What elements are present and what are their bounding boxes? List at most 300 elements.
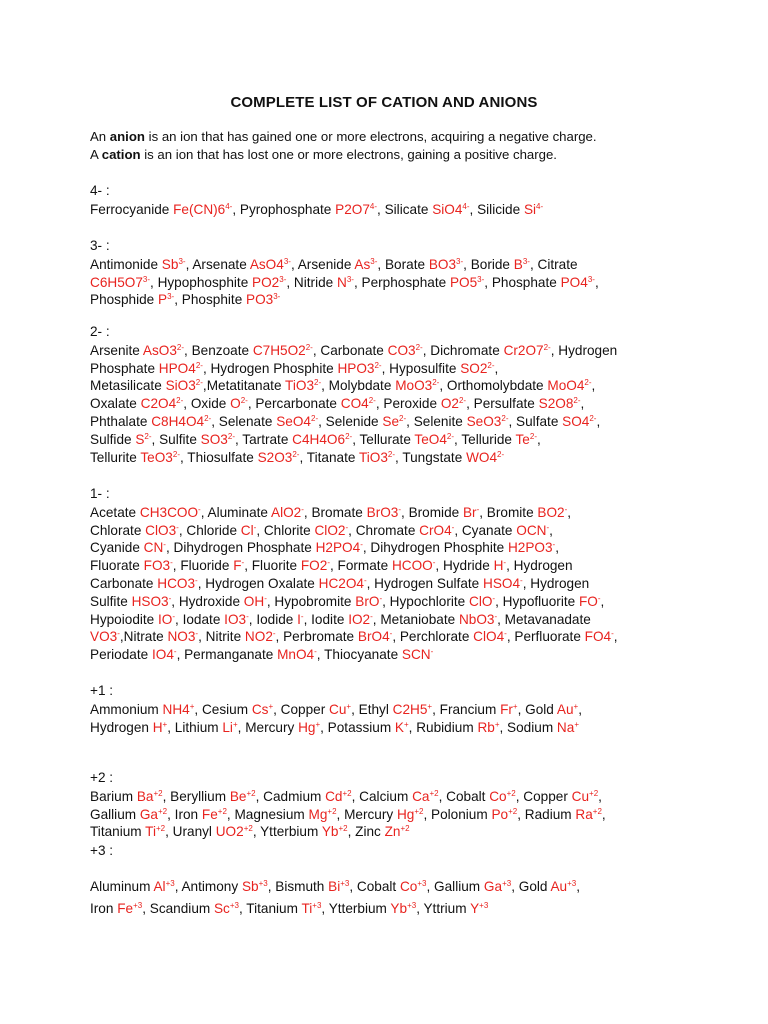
ion-name-text: ,	[596, 413, 601, 429]
charge-superscript: +2	[429, 788, 439, 798]
charge-superscript: +3	[407, 900, 417, 910]
ion-name-text: ,	[578, 701, 582, 717]
ion-formula	[292, 432, 352, 447]
formula-text: S2O8	[538, 396, 574, 412]
charge-superscript: +2	[158, 806, 168, 816]
ion-formula	[224, 612, 249, 627]
charge-superscript: 3-	[587, 274, 595, 284]
ion-name-text: , Mercury	[336, 806, 397, 822]
charge-superscript: +	[512, 701, 518, 711]
ion-name-text: , Persulfate	[466, 396, 539, 412]
ion-formula	[140, 807, 167, 822]
ion-name-text: , Tartrate	[235, 431, 293, 447]
ion-name-text: , Hyposulfite	[381, 360, 461, 376]
formula-text: FO3	[143, 558, 171, 574]
ion-name-text: Fluorate	[90, 558, 144, 574]
formula-text: HPO3	[337, 360, 375, 376]
charge-superscript: -	[168, 593, 172, 603]
ion-name-text: , Hypophosphite	[150, 274, 253, 290]
ion-formula	[489, 789, 516, 804]
ion-name-text: Oxalate	[90, 396, 141, 412]
charge-superscript: 2-	[204, 413, 212, 423]
ion-formula	[500, 702, 518, 717]
formula-text: ClO3	[145, 522, 177, 538]
formula-text: S2O3	[257, 449, 293, 465]
ion-line	[90, 395, 690, 413]
ion-formula	[355, 594, 382, 609]
charge-superscript: 3-	[522, 256, 530, 266]
charge-superscript: 2-	[176, 342, 185, 352]
section-charge-1minus	[90, 485, 690, 664]
ion-formula	[348, 612, 373, 627]
ion-name-text: , Silicide	[469, 201, 524, 217]
formula-text: K	[394, 719, 404, 735]
charge-superscript: +2	[217, 806, 227, 816]
charge-superscript: 3-	[283, 256, 291, 266]
section-charge-plus2	[90, 769, 690, 841]
ion-formula	[441, 396, 466, 411]
formula-text: Ra	[575, 806, 593, 822]
ion-line	[90, 701, 690, 719]
charge-superscript: -	[546, 522, 550, 532]
ion-line	[90, 360, 690, 378]
ion-name-text: , Oxide	[183, 396, 231, 412]
formula-text: Po	[491, 806, 509, 822]
ion-line	[90, 823, 690, 841]
charge-superscript: +2	[414, 806, 424, 816]
charge-superscript: -	[345, 522, 349, 532]
ion-name-text: , Copper	[273, 701, 330, 717]
ion-formula	[494, 558, 507, 573]
ion-name-text: , Chromate	[348, 522, 420, 538]
ion-formula	[460, 361, 494, 376]
ion-name-text: , Hydrogen Sulfate	[366, 575, 483, 591]
charge-superscript: +	[346, 701, 352, 711]
ion-formula	[388, 343, 423, 358]
ion-formula	[483, 576, 523, 591]
ion-line	[90, 900, 690, 918]
charge-superscript: -	[301, 504, 304, 514]
ion-formula	[537, 505, 567, 520]
formula-text: MnO4	[277, 647, 315, 663]
ion-name-text: Phosphide	[90, 292, 159, 308]
formula-text: Mg	[308, 806, 328, 822]
charge-superscript: -	[176, 522, 179, 532]
ion-formula	[298, 720, 320, 735]
ion-name-text: ,	[594, 274, 599, 290]
ion-name-text: , Hydrogen	[550, 342, 618, 358]
ion-formula	[467, 414, 509, 429]
charge-superscript: +3	[229, 900, 239, 910]
ion-name-text: Aluminum	[90, 878, 154, 894]
charge-superscript: -	[520, 575, 523, 585]
ion-name-text: , Benzoate	[184, 342, 253, 358]
ion-name-text: , Telluride	[454, 431, 516, 447]
ion-name-text: , Phosphate	[484, 274, 561, 290]
ion-formula	[354, 257, 377, 272]
ion-name-text: , Selenide	[318, 413, 383, 429]
ion-formula	[301, 901, 321, 916]
charge-superscript: 2-	[195, 360, 203, 370]
formula-text: P	[158, 292, 168, 308]
ion-formula	[491, 807, 517, 822]
formula-text: HC2O4	[318, 575, 364, 591]
formula-text: SeO4	[276, 413, 311, 429]
charge-superscript: 3-	[346, 274, 354, 284]
ion-formula	[524, 202, 543, 217]
charge-superscript: -	[163, 540, 166, 550]
charge-superscript: 4-	[536, 201, 544, 211]
ion-name-text: , Selenite	[406, 413, 467, 429]
formula-text: N	[337, 274, 347, 290]
ion-name-text: , Lithium	[167, 719, 223, 735]
ion-name-text: , Hypochlorite	[382, 593, 469, 609]
ion-name-text: ,	[591, 378, 596, 394]
formula-text: Fe(CN)6	[173, 201, 226, 217]
charge-superscript: +	[574, 719, 579, 729]
ion-formula	[244, 594, 267, 609]
section-charge-3minus	[90, 237, 690, 309]
formula-text: Al	[153, 878, 166, 894]
formula-text: MoO4	[547, 378, 585, 394]
formula-text: Cd	[325, 788, 343, 804]
ion-formula	[276, 414, 318, 429]
formula-text: IO	[158, 611, 173, 627]
charge-superscript: -	[389, 629, 393, 639]
ion-name-text: , Arsenate	[185, 256, 250, 272]
charge-superscript: -	[552, 540, 556, 550]
ion-name-text: , Calcium	[351, 788, 413, 804]
ion-line	[90, 788, 690, 806]
ion-name-text: , Polonium	[423, 806, 492, 822]
ion-name-text: , Dichromate	[422, 342, 504, 358]
anion-term: anion	[109, 129, 145, 144]
charge-superscript: 2-	[458, 396, 467, 406]
formula-text: Be	[229, 788, 247, 804]
charge-superscript: +	[315, 719, 321, 729]
formula-text: BO3	[428, 256, 457, 272]
ion-formula	[470, 901, 488, 916]
charge-superscript: +2	[327, 806, 337, 816]
ion-name-text: , Perchlorate	[392, 629, 474, 645]
ion-line	[90, 557, 690, 575]
section-heading: 4- :	[90, 183, 110, 198]
ion-name-text: ,	[576, 878, 581, 894]
ion-name-text: Cyanide	[90, 540, 144, 556]
ion-name-text: , Peroxide	[375, 396, 441, 412]
ion-name-text: , Hydrogen Oxalate	[197, 575, 319, 591]
ion-formula	[514, 257, 530, 272]
ion-name-text: , Beryllium	[162, 788, 230, 804]
ion-line	[90, 449, 690, 467]
ion-line	[90, 504, 690, 522]
formula-text: VO3	[90, 629, 118, 645]
charge-superscript: +	[189, 701, 195, 711]
formula-text: CrO4	[419, 522, 452, 538]
ion-name-text: , Gallium	[426, 878, 484, 894]
ion-name-text: , Orthomolybdate	[439, 378, 548, 394]
ion-formula	[163, 702, 195, 717]
ion-formula	[271, 505, 304, 520]
formula-text: HCOO	[391, 558, 433, 574]
charge-superscript: -	[611, 629, 614, 639]
ion-formula	[277, 647, 317, 662]
formula-text: SiO4	[432, 201, 463, 217]
ion-formula	[162, 257, 186, 272]
ion-formula	[141, 396, 184, 411]
ion-formula	[516, 432, 537, 447]
charge-superscript: +	[494, 719, 500, 729]
ion-name-text: , Tellurate	[352, 431, 415, 447]
formula-text: Ti	[145, 824, 156, 840]
charge-superscript: -	[430, 647, 434, 657]
ion-name-text: Periodate	[90, 647, 152, 663]
ion-name-text: , Citrate	[529, 256, 578, 272]
formula-text: Cr2O7	[503, 342, 544, 358]
charge-superscript: -	[564, 504, 568, 514]
charge-superscript: +	[573, 701, 579, 711]
formula-text: SCN	[401, 647, 431, 663]
charge-superscript: -	[370, 611, 373, 621]
ion-name-text: , Hydride	[435, 558, 494, 574]
ion-name-text: , Boride	[463, 256, 514, 272]
formula-text: OH	[243, 593, 265, 609]
ion-name-text: ,Nitrate	[119, 629, 168, 645]
formula-text: ClO2	[314, 522, 346, 538]
ion-name-text: ,	[537, 431, 541, 447]
ion-name-text: , Gold	[511, 878, 551, 894]
intro-cation-line: A cation is an ion that has lost one or more electrons, gaining a positive charge.	[90, 146, 557, 162]
formula-text: FO4	[584, 629, 612, 645]
charge-superscript: +	[404, 719, 409, 729]
ion-name-text: Acetate	[90, 504, 140, 520]
ion-name-text: , Metaniobate	[372, 611, 459, 627]
ion-name-text: Phthalate	[90, 413, 152, 429]
ion-formula	[153, 879, 174, 894]
ion-formula	[561, 275, 595, 290]
ion-name-text: , Dihydrogen Phosphate	[165, 540, 316, 556]
ion-formula	[145, 824, 165, 839]
ion-formula	[158, 612, 175, 627]
ion-name-text: , Chloride	[178, 522, 241, 538]
ion-name-text: Barium	[90, 788, 137, 804]
ion-name-text: Ferrocyanide	[90, 201, 174, 217]
formula-text: HPO4	[158, 360, 196, 376]
formula-text: IO3	[224, 611, 247, 627]
charge-superscript: 2-	[374, 360, 382, 370]
ion-formula	[390, 901, 416, 916]
ion-formula	[337, 275, 354, 290]
ion-formula	[167, 629, 198, 644]
formula-text: SO4	[562, 413, 590, 429]
ion-formula	[450, 275, 484, 290]
ion-line	[90, 431, 690, 449]
formula-text: WO4	[466, 449, 498, 465]
ion-name-text: , Tungstate	[395, 449, 467, 465]
ion-name-text: , Iodite	[303, 611, 349, 627]
charge-superscript: -	[117, 629, 120, 639]
ion-name-text: , Cobalt	[349, 878, 400, 894]
charge-superscript: 2-	[314, 378, 322, 388]
ion-name-text: Sulfide	[90, 431, 136, 447]
ion-line	[90, 291, 690, 309]
charge-superscript: 2-	[387, 449, 396, 459]
ion-formula	[484, 879, 511, 894]
charge-superscript: +3	[567, 878, 577, 888]
formula-text: Si	[523, 201, 537, 217]
ion-formula	[90, 275, 150, 290]
ion-formula	[367, 505, 401, 520]
charge-superscript: +	[268, 701, 274, 711]
page-title: COMPLETE LIST OF CATION AND ANIONS	[230, 94, 538, 111]
charge-superscript: -	[379, 593, 383, 603]
ion-formula	[140, 450, 180, 465]
ion-name-text: , Nitrite	[198, 629, 245, 645]
section-charge-plus1	[90, 682, 690, 736]
formula-text: Bi	[328, 878, 341, 894]
charge-superscript: 3-	[167, 292, 175, 302]
ion-name-text: Iron	[90, 900, 118, 916]
ion-formula	[216, 824, 253, 839]
ion-formula	[477, 720, 499, 735]
formula-text: H	[493, 558, 504, 574]
ion-formula	[572, 789, 599, 804]
ion-formula	[214, 901, 239, 916]
charge-superscript: +3	[502, 878, 512, 888]
ion-name-text: , Yttrium	[416, 900, 471, 916]
section-charge-2minus	[90, 323, 690, 466]
charge-superscript: +2	[589, 788, 599, 798]
ion-formula	[285, 378, 321, 393]
charge-superscript: -	[503, 558, 507, 568]
charge-superscript: 3-	[370, 256, 378, 266]
charge-superscript: +	[232, 719, 238, 729]
charge-superscript: 2-	[432, 378, 440, 388]
ion-formula	[241, 523, 257, 538]
formula-text: TiO3	[358, 449, 388, 465]
section-heading: 1- :	[90, 486, 110, 501]
charge-superscript: 4-	[369, 201, 378, 211]
charge-superscript: -	[253, 522, 257, 532]
charge-superscript: 2-	[368, 396, 376, 406]
charge-superscript: 2-	[487, 360, 495, 370]
formula-text: C4H4O6	[292, 431, 346, 447]
ion-name-text: ,	[567, 504, 572, 520]
charge-superscript: 2-	[311, 413, 319, 423]
section-heading: 3- :	[90, 238, 110, 253]
ion-name-text: , Metavanadate	[497, 611, 591, 627]
formula-text: O	[230, 396, 241, 412]
formula-text: Rb	[477, 719, 495, 735]
ion-name-text: , Pyrophosphate	[232, 201, 336, 217]
ion-name-text: , Phosphite	[174, 292, 247, 308]
ion-name-text: , Zinc	[347, 824, 385, 840]
ion-formula	[140, 505, 201, 520]
formula-text: Sb	[161, 256, 179, 272]
ion-name-text: , Cadmium	[255, 788, 326, 804]
formula-text: S	[135, 431, 145, 447]
ion-line	[90, 342, 690, 360]
formula-text: Yb	[390, 900, 408, 916]
ion-name-text: , Ytterbium	[252, 824, 322, 840]
charge-superscript: -	[300, 611, 304, 621]
formula-text: BrO4	[357, 629, 390, 645]
ion-name-text: Tellurite	[90, 449, 141, 465]
ion-formula	[132, 594, 172, 609]
ion-formula	[385, 824, 410, 839]
charge-superscript: 2-	[589, 413, 597, 423]
formula-text: Co	[399, 878, 418, 894]
formula-text: B	[513, 256, 523, 272]
ion-formula	[335, 202, 377, 217]
ion-name-text: ,Metatitanate	[202, 378, 286, 394]
ion-line	[90, 201, 690, 219]
ion-name-text: Arsenite	[90, 342, 143, 358]
ion-name-text: , Hydrogen	[522, 575, 590, 591]
section-heading: +1 :	[90, 683, 114, 698]
ion-name-text: ,	[598, 788, 602, 804]
ion-name-text: , Chlorite	[256, 522, 315, 538]
formula-text: CH3COO	[139, 504, 199, 520]
ion-line	[90, 593, 690, 611]
charge-superscript: -	[264, 593, 267, 603]
formula-text: Fe	[117, 900, 134, 916]
ion-name-text: Carbonate	[90, 575, 158, 591]
formula-text: C8H4O4	[151, 413, 205, 429]
ion-name-text: Phosphate	[90, 360, 159, 376]
charge-superscript: +2	[243, 824, 253, 834]
ion-name-text: ,	[580, 396, 585, 412]
ion-formula	[393, 702, 432, 717]
ion-name-text: , Hypofluorite	[495, 593, 579, 609]
ion-formula	[117, 901, 142, 916]
ion-formula	[402, 647, 433, 662]
ion-formula	[359, 450, 395, 465]
ion-formula	[159, 361, 203, 376]
charge-superscript: 4-	[225, 201, 233, 211]
ion-line	[90, 806, 690, 824]
ion-name-text: , Carbonate	[312, 342, 388, 358]
ion-name-text: ,	[601, 806, 606, 822]
charge-superscript: +2	[338, 824, 348, 834]
ion-name-text: , Percarbonate	[247, 396, 341, 412]
ion-formula	[151, 414, 211, 429]
ion-line	[90, 274, 690, 292]
charge-superscript: +3	[312, 900, 322, 910]
charge-superscript: 3-	[178, 256, 186, 266]
charge-superscript: 2-	[543, 342, 551, 352]
formula-text: PO5	[449, 274, 478, 290]
formula-text: IO4	[151, 647, 174, 663]
charge-superscript: +2	[246, 788, 256, 798]
charge-superscript: +3	[133, 900, 143, 910]
ion-formula	[314, 523, 348, 538]
charge-superscript: 3-	[142, 274, 151, 284]
formula-text: Hg	[298, 719, 316, 735]
ion-formula	[469, 594, 495, 609]
ion-formula	[252, 702, 273, 717]
ion-name-text: ,	[494, 360, 499, 376]
ion-name-text: ,	[613, 629, 618, 645]
formula-text: Ga	[139, 806, 158, 822]
charge-superscript: -	[198, 504, 201, 514]
ion-formula	[230, 789, 256, 804]
charge-superscript: +	[162, 719, 168, 729]
ion-line	[90, 575, 690, 593]
ion-formula	[504, 343, 551, 358]
ion-name-text: , Antimony	[174, 878, 242, 894]
ion-formula	[414, 432, 454, 447]
